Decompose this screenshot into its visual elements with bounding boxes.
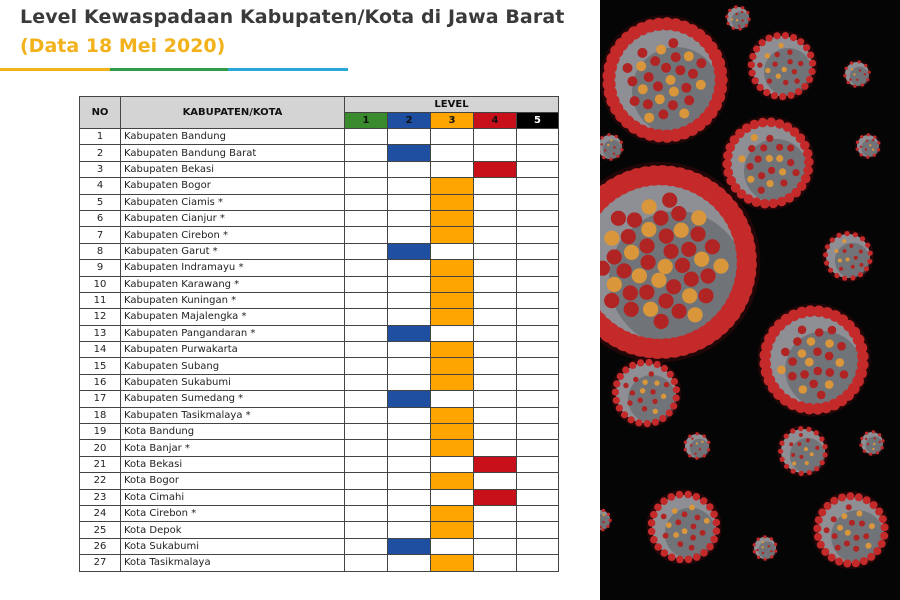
level-cell-1	[345, 309, 388, 325]
level-cell-5	[517, 538, 559, 554]
row-number: 1	[80, 129, 121, 145]
level-cell-5	[517, 391, 559, 407]
virus-particle-icon	[843, 60, 871, 88]
level-cell-2	[388, 178, 431, 194]
level-cell-1	[345, 391, 388, 407]
region-name: Kabupaten Majalengka *	[121, 309, 345, 325]
table-row	[80, 178, 559, 194]
region-name: Kota Depok	[121, 522, 345, 538]
level-cell-4	[474, 292, 517, 308]
level-cell-4	[474, 161, 517, 177]
level-cell-4	[474, 325, 517, 341]
region-name: Kabupaten Cianjur *	[121, 210, 345, 226]
table-row	[80, 473, 559, 489]
level-cell-2	[388, 292, 431, 308]
region-name: Kota Banjar *	[121, 440, 345, 456]
table-row	[80, 538, 559, 554]
level-cell-3	[431, 473, 474, 489]
level-cell-1	[345, 161, 388, 177]
level-cell-5	[517, 555, 559, 571]
level-cell-5	[517, 456, 559, 472]
level-cell-5	[517, 243, 559, 259]
level-cell-3	[431, 522, 474, 538]
level-cell-5	[517, 342, 559, 358]
level-cell-1	[345, 473, 388, 489]
table-row	[80, 161, 559, 177]
virus-image	[600, 0, 900, 600]
region-name: Kota Cimahi	[121, 489, 345, 505]
row-number: 8	[80, 243, 121, 259]
region-name: Kabupaten Kuningan *	[121, 292, 345, 308]
level-cell-5	[517, 227, 559, 243]
level-cell-3	[431, 309, 474, 325]
level-cell-1	[345, 456, 388, 472]
row-number: 25	[80, 522, 121, 538]
level-cell-5	[517, 325, 559, 341]
level-cell-3	[431, 538, 474, 554]
level-cell-5	[517, 473, 559, 489]
level-cell-4	[474, 456, 517, 472]
table-row	[80, 358, 559, 374]
table-row	[80, 555, 559, 571]
level-cell-1	[345, 407, 388, 423]
region-name: Kota Tasikmalaya	[121, 555, 345, 571]
region-name: Kabupaten Sumedang *	[121, 391, 345, 407]
row-number: 10	[80, 276, 121, 292]
level-cell-4	[474, 243, 517, 259]
level-cell-4	[474, 374, 517, 390]
level-cell-5	[517, 178, 559, 194]
level-cell-1	[345, 555, 388, 571]
level-cell-2	[388, 325, 431, 341]
level-cell-4	[474, 440, 517, 456]
region-name: Kabupaten Bekasi	[121, 161, 345, 177]
row-number: 3	[80, 161, 121, 177]
row-number: 7	[80, 227, 121, 243]
virus-particle-icon	[855, 133, 881, 159]
table-row	[80, 243, 559, 259]
level-cell-4	[474, 407, 517, 423]
table-row	[80, 424, 559, 440]
region-name: Kabupaten Garut *	[121, 243, 345, 259]
level-table	[79, 96, 559, 572]
region-name: Kabupaten Subang	[121, 358, 345, 374]
row-number: 22	[80, 473, 121, 489]
row-number: 4	[80, 178, 121, 194]
level-cell-2	[388, 473, 431, 489]
region-name: Kabupaten Indramayu *	[121, 260, 345, 276]
region-name: Kabupaten Pangandaran *	[121, 325, 345, 341]
level-header-1: 1	[345, 113, 388, 129]
level-cell-2	[388, 424, 431, 440]
row-number: 15	[80, 358, 121, 374]
region-name: Kota Cirebon *	[121, 505, 345, 521]
level-cell-3	[431, 325, 474, 341]
region-name: Kabupaten Purwakarta	[121, 342, 345, 358]
level-cell-4	[474, 210, 517, 226]
level-cell-4	[474, 309, 517, 325]
table-row	[80, 276, 559, 292]
level-cell-2	[388, 276, 431, 292]
virus-particle-icon	[683, 432, 711, 460]
region-name: Kabupaten Bogor	[121, 178, 345, 194]
level-cell-2	[388, 489, 431, 505]
row-number: 19	[80, 424, 121, 440]
region-name: Kota Bogor	[121, 473, 345, 489]
table-row	[80, 129, 559, 145]
divider-segment	[0, 68, 110, 71]
level-cell-4	[474, 178, 517, 194]
table-row	[80, 407, 559, 423]
table-row	[80, 292, 559, 308]
level-cell-2	[388, 358, 431, 374]
region-name: Kabupaten Tasikmalaya *	[121, 407, 345, 423]
level-cell-2	[388, 505, 431, 521]
row-number: 18	[80, 407, 121, 423]
level-cell-4	[474, 538, 517, 554]
level-cell-3	[431, 178, 474, 194]
level-cell-4	[474, 276, 517, 292]
level-cell-2	[388, 538, 431, 554]
table-row	[80, 374, 559, 390]
level-header-3: 3	[431, 113, 474, 129]
level-cell-4	[474, 489, 517, 505]
level-cell-1	[345, 325, 388, 341]
virus-particle-icon	[600, 15, 730, 145]
level-cell-5	[517, 292, 559, 308]
page-subtitle: (Data 18 Mei 2020)	[20, 35, 226, 57]
row-number: 26	[80, 538, 121, 554]
level-header-2: 2	[388, 113, 431, 129]
level-cell-2	[388, 210, 431, 226]
row-number: 6	[80, 210, 121, 226]
level-cell-1	[345, 505, 388, 521]
level-cell-3	[431, 424, 474, 440]
level-cell-3	[431, 292, 474, 308]
header-no: NO	[80, 97, 121, 129]
virus-particle-icon	[859, 430, 885, 456]
level-cell-3	[431, 456, 474, 472]
level-cell-1	[345, 440, 388, 456]
level-cell-2	[388, 227, 431, 243]
row-number: 5	[80, 194, 121, 210]
table-row	[80, 227, 559, 243]
virus-particle-icon	[646, 489, 722, 565]
level-cell-4	[474, 227, 517, 243]
table-row	[80, 309, 559, 325]
level-cell-5	[517, 358, 559, 374]
virus-particle-icon	[611, 358, 682, 429]
level-cell-5	[517, 161, 559, 177]
level-cell-2	[388, 129, 431, 145]
region-name: Kabupaten Cirebon *	[121, 227, 345, 243]
level-cell-1	[345, 358, 388, 374]
level-cell-1	[345, 489, 388, 505]
table-row	[80, 260, 559, 276]
level-cell-2	[388, 342, 431, 358]
level-cell-1	[345, 374, 388, 390]
table-body	[80, 129, 559, 572]
level-cell-3	[431, 440, 474, 456]
page-title: Level Kewaspadaan Kabupaten/Kota di Jawa Barat	[20, 6, 565, 28]
row-number: 9	[80, 260, 121, 276]
level-cell-4	[474, 342, 517, 358]
virus-particle-icon	[600, 508, 612, 532]
level-header-4: 4	[474, 113, 517, 129]
level-cell-1	[345, 129, 388, 145]
level-cell-1	[345, 342, 388, 358]
level-cell-2	[388, 440, 431, 456]
region-name: Kabupaten Karawang *	[121, 276, 345, 292]
level-cell-3	[431, 358, 474, 374]
level-cell-4	[474, 473, 517, 489]
row-number: 21	[80, 456, 121, 472]
table-row	[80, 456, 559, 472]
level-cell-5	[517, 260, 559, 276]
level-cell-1	[345, 178, 388, 194]
region-name: Kota Bekasi	[121, 456, 345, 472]
level-cell-5	[517, 407, 559, 423]
level-cell-2	[388, 555, 431, 571]
level-cell-3	[431, 243, 474, 259]
row-number: 24	[80, 505, 121, 521]
level-cell-1	[345, 276, 388, 292]
row-number: 13	[80, 325, 121, 341]
row-number: 17	[80, 391, 121, 407]
level-cell-3	[431, 227, 474, 243]
level-cell-5	[517, 505, 559, 521]
row-number: 20	[80, 440, 121, 456]
level-cell-4	[474, 391, 517, 407]
row-number: 16	[80, 374, 121, 390]
virus-particle-icon	[757, 303, 870, 416]
table-row	[80, 145, 559, 161]
level-cell-4	[474, 129, 517, 145]
level-cell-1	[345, 194, 388, 210]
level-cell-1	[345, 538, 388, 554]
level-cell-3	[431, 129, 474, 145]
virus-particle-icon	[822, 230, 874, 282]
virus-particle-icon	[752, 535, 778, 561]
level-cell-5	[517, 210, 559, 226]
table-row	[80, 391, 559, 407]
virus-particle-icon	[747, 31, 818, 102]
level-cell-5	[517, 489, 559, 505]
level-cell-5	[517, 194, 559, 210]
level-cell-2	[388, 161, 431, 177]
level-cell-1	[345, 424, 388, 440]
level-cell-1	[345, 210, 388, 226]
level-cell-3	[431, 555, 474, 571]
level-cell-2	[388, 194, 431, 210]
level-cell-3	[431, 276, 474, 292]
level-cell-2	[388, 407, 431, 423]
level-cell-3	[431, 407, 474, 423]
level-cell-4	[474, 522, 517, 538]
level-cell-2	[388, 391, 431, 407]
region-name: Kota Bandung	[121, 424, 345, 440]
level-cell-3	[431, 161, 474, 177]
region-name: Kabupaten Bandung	[121, 129, 345, 145]
level-cell-5	[517, 129, 559, 145]
table-row	[80, 194, 559, 210]
table-row	[80, 505, 559, 521]
level-cell-5	[517, 309, 559, 325]
region-name: Kota Sukabumi	[121, 538, 345, 554]
table-row	[80, 440, 559, 456]
level-cell-5	[517, 374, 559, 390]
level-cell-3	[431, 391, 474, 407]
table-row	[80, 489, 559, 505]
level-cell-5	[517, 440, 559, 456]
level-cell-4	[474, 555, 517, 571]
level-cell-3	[431, 194, 474, 210]
table-row	[80, 342, 559, 358]
header-kabupaten-kota: KABUPATEN/KOTA	[121, 97, 345, 129]
level-cell-3	[431, 342, 474, 358]
level-cell-3	[431, 374, 474, 390]
level-cell-3	[431, 260, 474, 276]
virus-particle-icon	[725, 5, 751, 31]
table-row	[80, 522, 559, 538]
level-cell-1	[345, 522, 388, 538]
region-name: Kabupaten Sukabumi	[121, 374, 345, 390]
level-cell-5	[517, 145, 559, 161]
table-row	[80, 325, 559, 341]
row-number: 14	[80, 342, 121, 358]
level-cell-1	[345, 145, 388, 161]
coronavirus-illustration-icon	[600, 0, 900, 600]
level-cell-2	[388, 243, 431, 259]
row-number: 23	[80, 489, 121, 505]
level-cell-2	[388, 374, 431, 390]
level-cell-4	[474, 505, 517, 521]
level-cell-1	[345, 260, 388, 276]
region-name: Kabupaten Bandung Barat	[121, 145, 345, 161]
level-cell-1	[345, 227, 388, 243]
level-cell-1	[345, 292, 388, 308]
level-cell-4	[474, 424, 517, 440]
region-name: Kabupaten Ciamis *	[121, 194, 345, 210]
level-cell-2	[388, 145, 431, 161]
virus-particle-icon	[777, 425, 829, 477]
row-number: 12	[80, 309, 121, 325]
level-cell-2	[388, 456, 431, 472]
divider-segment	[110, 68, 228, 71]
header-level: LEVEL	[345, 97, 559, 113]
title-divider	[0, 68, 348, 71]
level-cell-4	[474, 260, 517, 276]
level-cell-2	[388, 260, 431, 276]
level-cell-5	[517, 424, 559, 440]
virus-particle-icon	[600, 133, 624, 161]
row-number: 2	[80, 145, 121, 161]
table-row	[80, 210, 559, 226]
level-cell-3	[431, 210, 474, 226]
level-cell-4	[474, 358, 517, 374]
level-cell-1	[345, 243, 388, 259]
virus-particle-icon	[812, 491, 890, 569]
level-header-5: 5	[517, 113, 559, 129]
level-cell-3	[431, 505, 474, 521]
level-cell-2	[388, 522, 431, 538]
divider-segment	[228, 68, 348, 71]
level-cell-4	[474, 194, 517, 210]
level-cell-3	[431, 489, 474, 505]
level-cell-5	[517, 276, 559, 292]
level-cell-5	[517, 522, 559, 538]
level-cell-4	[474, 145, 517, 161]
level-cell-3	[431, 145, 474, 161]
row-number: 11	[80, 292, 121, 308]
level-cell-2	[388, 309, 431, 325]
row-number: 27	[80, 555, 121, 571]
